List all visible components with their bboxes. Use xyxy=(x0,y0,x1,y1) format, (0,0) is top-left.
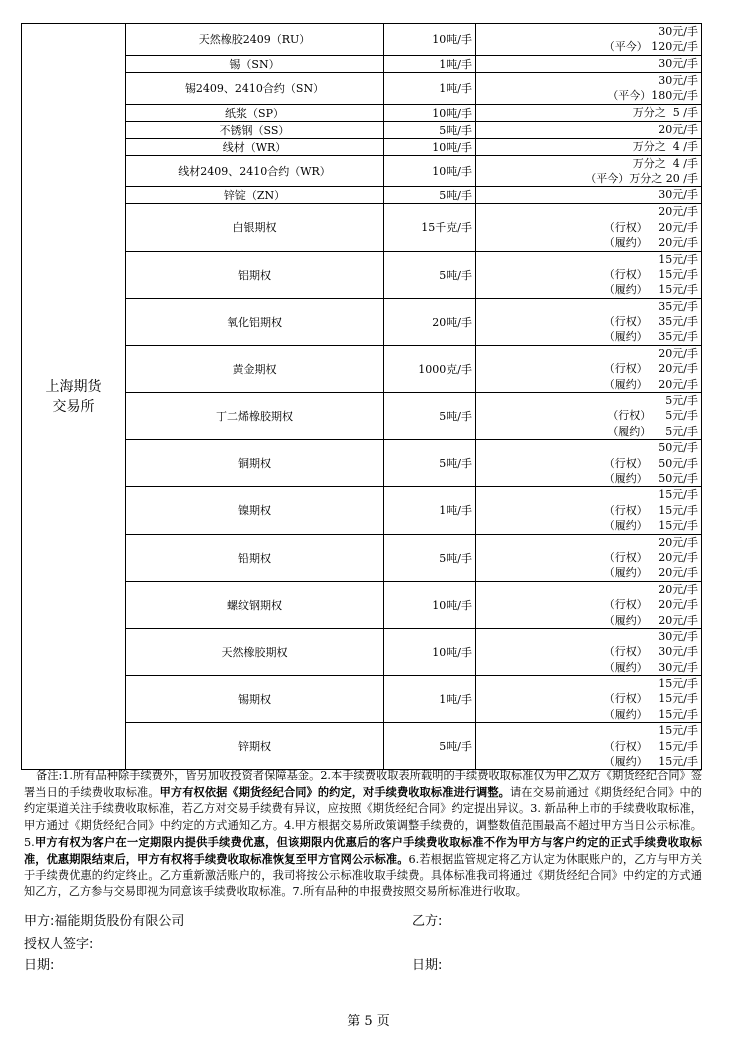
fee-line: （履约） 35元/手 xyxy=(603,330,698,344)
fee-cell xyxy=(476,104,702,121)
fee-line: （行权） 35元/手 xyxy=(603,315,698,329)
product-cell: 纸浆（SP） xyxy=(126,104,384,121)
fee-line: 15元/手 xyxy=(658,677,698,691)
product-cell: 铜期权 xyxy=(126,440,384,487)
fee-line: （履约） 15元/手 xyxy=(603,283,698,297)
product-cell: 锡期权 xyxy=(126,676,384,723)
fee-line: （行权） 5元/手 xyxy=(607,409,698,423)
unit-cell: 15千克/手 xyxy=(384,204,476,251)
unit-cell: 1吨/手 xyxy=(384,487,476,534)
unit-cell: 5吨/手 xyxy=(384,393,476,440)
note-text: 备注:1.所有品种除手续费外，皆另加收投资者保障基金。2.本手续费收取表所载明的手续费收取标准仅为甲乙双方《期货经纪合同》签署当日的手续费收取标准。 xyxy=(24,769,702,800)
unit-cell: 5吨/手 xyxy=(384,251,476,298)
fee-line: （履约） 15元/手 xyxy=(603,519,698,533)
fee-line: （履约） 50元/手 xyxy=(603,471,698,485)
fee-cell xyxy=(476,187,702,204)
fee-line: 20元/手 xyxy=(658,205,698,219)
unit-cell: 1000克/手 xyxy=(384,345,476,392)
fee-cell xyxy=(476,723,702,770)
unit-cell: 10吨/手 xyxy=(384,628,476,675)
fee-line: （行权） 15元/手 xyxy=(603,692,698,706)
product-cell: 氧化铝期权 xyxy=(126,298,384,345)
fee-cell xyxy=(476,298,702,345)
date-a-label: 日期: xyxy=(24,958,55,973)
fee-line: 5元/手 xyxy=(665,394,698,408)
unit-cell: 20吨/手 xyxy=(384,298,476,345)
fee-cell xyxy=(476,121,702,138)
note-bold-text: 甲方有权为客户在一定期限内提供手续费优惠，但该期限内优惠后的客户手续费收取标准不作为甲方与客户约定的正式手续费收取标准，优惠期限结束后，甲方有权将手续费收取标准恢复至甲方官网公示标准。 xyxy=(24,834,702,867)
fee-line: 万分之 5 /手 xyxy=(632,105,698,119)
unit-cell: 1吨/手 xyxy=(384,55,476,72)
unit-cell: 1吨/手 xyxy=(384,676,476,723)
fee-cell xyxy=(476,440,702,487)
product-cell: 铝期权 xyxy=(126,251,384,298)
fee-cell xyxy=(476,676,702,723)
fee-cell xyxy=(476,155,702,187)
unit-cell: 5吨/手 xyxy=(384,187,476,204)
product-cell: 锌锭（ZN） xyxy=(126,187,384,204)
fee-line: （行权） 20元/手 xyxy=(603,220,698,234)
party-b-label: 乙方: xyxy=(412,914,443,929)
party-a-label: 甲方:福能期货股份有限公司 xyxy=(24,914,185,929)
product-cell: 线材（WR） xyxy=(126,138,384,155)
fee-line: （行权） 15元/手 xyxy=(603,503,698,517)
product-cell: 黄金期权 xyxy=(126,345,384,392)
fee-line: （履约） 15元/手 xyxy=(603,755,698,769)
fee-line: 50元/手 xyxy=(658,441,698,455)
fee-line: 30元/手 xyxy=(658,73,698,87)
fee-line: （行权） 20元/手 xyxy=(603,550,698,564)
unit-cell: 5吨/手 xyxy=(384,121,476,138)
fee-cell xyxy=(476,138,702,155)
fee-line: 20元/手 xyxy=(658,535,698,549)
fee-line: （平今）万分之 20 /手 xyxy=(585,171,698,185)
fee-line: （行权） 30元/手 xyxy=(603,645,698,659)
product-cell: 线材2409、2410合约（WR） xyxy=(126,155,384,187)
fee-line: 35元/手 xyxy=(658,299,698,313)
fee-cell xyxy=(476,72,702,104)
fee-line: （行权） 15元/手 xyxy=(603,739,698,753)
product-cell: 白银期权 xyxy=(126,204,384,251)
unit-cell: 5吨/手 xyxy=(384,723,476,770)
fee-line: （平今）180元/手 xyxy=(607,89,698,103)
fee-cell xyxy=(476,534,702,581)
fee-line: （行权） 50元/手 xyxy=(603,456,698,470)
fee-cell xyxy=(476,24,702,56)
fee-line: （履约） 20元/手 xyxy=(603,236,698,250)
fee-line: 20元/手 xyxy=(658,582,698,596)
fee-table xyxy=(21,23,702,770)
authorized-signature-label: 授权人签字: xyxy=(24,937,94,952)
fee-line: （履约） 20元/手 xyxy=(603,566,698,580)
product-cell: 锡（SN） xyxy=(126,55,384,72)
unit-cell: 10吨/手 xyxy=(384,24,476,56)
fee-cell xyxy=(476,487,702,534)
fee-line: （履约） 20元/手 xyxy=(603,613,698,627)
fee-line: （行权） 20元/手 xyxy=(603,362,698,376)
fee-line: （履约） 30元/手 xyxy=(603,660,698,674)
product-cell: 螺纹钢期权 xyxy=(126,581,384,628)
date-b-label: 日期: xyxy=(412,958,443,973)
fee-line: （平今） 120元/手 xyxy=(603,40,698,54)
fee-line: （履约） 5元/手 xyxy=(607,424,698,438)
page-number: 第 5 页 xyxy=(347,1014,390,1029)
unit-cell: 5吨/手 xyxy=(384,534,476,581)
exchange-cell: 上海期货 交易所 xyxy=(22,24,126,770)
fee-line: 15元/手 xyxy=(658,724,698,738)
fee-line: 万分之 4 /手 xyxy=(632,139,698,153)
product-cell: 锌期权 xyxy=(126,723,384,770)
fee-line: 30元/手 xyxy=(658,56,698,70)
fee-line: 15元/手 xyxy=(658,488,698,502)
fee-line: （行权） 15元/手 xyxy=(603,267,698,281)
unit-cell: 10吨/手 xyxy=(384,104,476,121)
product-cell: 镍期权 xyxy=(126,487,384,534)
fee-line: 万分之 4 /手 xyxy=(632,156,698,170)
fee-line: 15元/手 xyxy=(658,252,698,266)
fee-line: 20元/手 xyxy=(658,122,698,136)
fee-cell xyxy=(476,204,702,251)
unit-cell: 5吨/手 xyxy=(384,440,476,487)
fee-cell xyxy=(476,628,702,675)
table-row xyxy=(22,24,702,56)
product-cell: 天然橡胶2409（RU） xyxy=(126,24,384,56)
product-cell: 锡2409、2410合约（SN） xyxy=(126,72,384,104)
remarks-note xyxy=(24,768,702,901)
fee-line: 30元/手 xyxy=(658,629,698,643)
fee-cell xyxy=(476,251,702,298)
unit-cell: 10吨/手 xyxy=(384,138,476,155)
unit-cell: 1吨/手 xyxy=(384,72,476,104)
fee-line: 30元/手 xyxy=(658,25,698,38)
product-cell: 丁二烯橡胶期权 xyxy=(126,393,384,440)
fee-cell xyxy=(476,345,702,392)
fee-line: 20元/手 xyxy=(658,346,698,360)
note-text: 6.若根据监管规定将乙方认定为休眠账户的，乙方与甲方关于手续费优惠的约定终止。乙方重新激活账户的，我司将按公示标准收取手续费。具体标准我司将通过《期货经纪合同》中约定的方式通知乙方，乙方参与交易即视为同意该手续费收取标准。7.所有品种的申报费按照交易所标准进行收取。 xyxy=(24,853,702,899)
fee-cell xyxy=(476,393,702,440)
fee-cell xyxy=(476,55,702,72)
product-cell: 不锈钢（SS） xyxy=(126,121,384,138)
fee-line: 30元/手 xyxy=(658,188,698,202)
fee-line: （履约） 15元/手 xyxy=(603,707,698,721)
note-bold-text: 甲方有权依据《期货经纪合同》的约定，对手续费收取标准进行调整。 xyxy=(159,785,510,800)
note-text: 请在交易前通过《期货经纪合同》中的约定渠道关注手续费收取标准，若乙方对交易手续费有异议，应按照《期货经纪合同》约定提出异议。3. 新品种上市的手续费收取标准，甲方通过《期货经纪合同》中约定的方式通知乙方。4.甲方根据交易所政策调整手续费的，调整数值范围最高不超过甲方当日公示标准。5. xyxy=(24,786,702,849)
product-cell: 铅期权 xyxy=(126,534,384,581)
unit-cell: 10吨/手 xyxy=(384,581,476,628)
product-cell: 天然橡胶期权 xyxy=(126,628,384,675)
unit-cell: 10吨/手 xyxy=(384,155,476,187)
fee-cell xyxy=(476,581,702,628)
fee-line: （行权） 20元/手 xyxy=(603,598,698,612)
fee-line: （履约） 20元/手 xyxy=(603,377,698,391)
